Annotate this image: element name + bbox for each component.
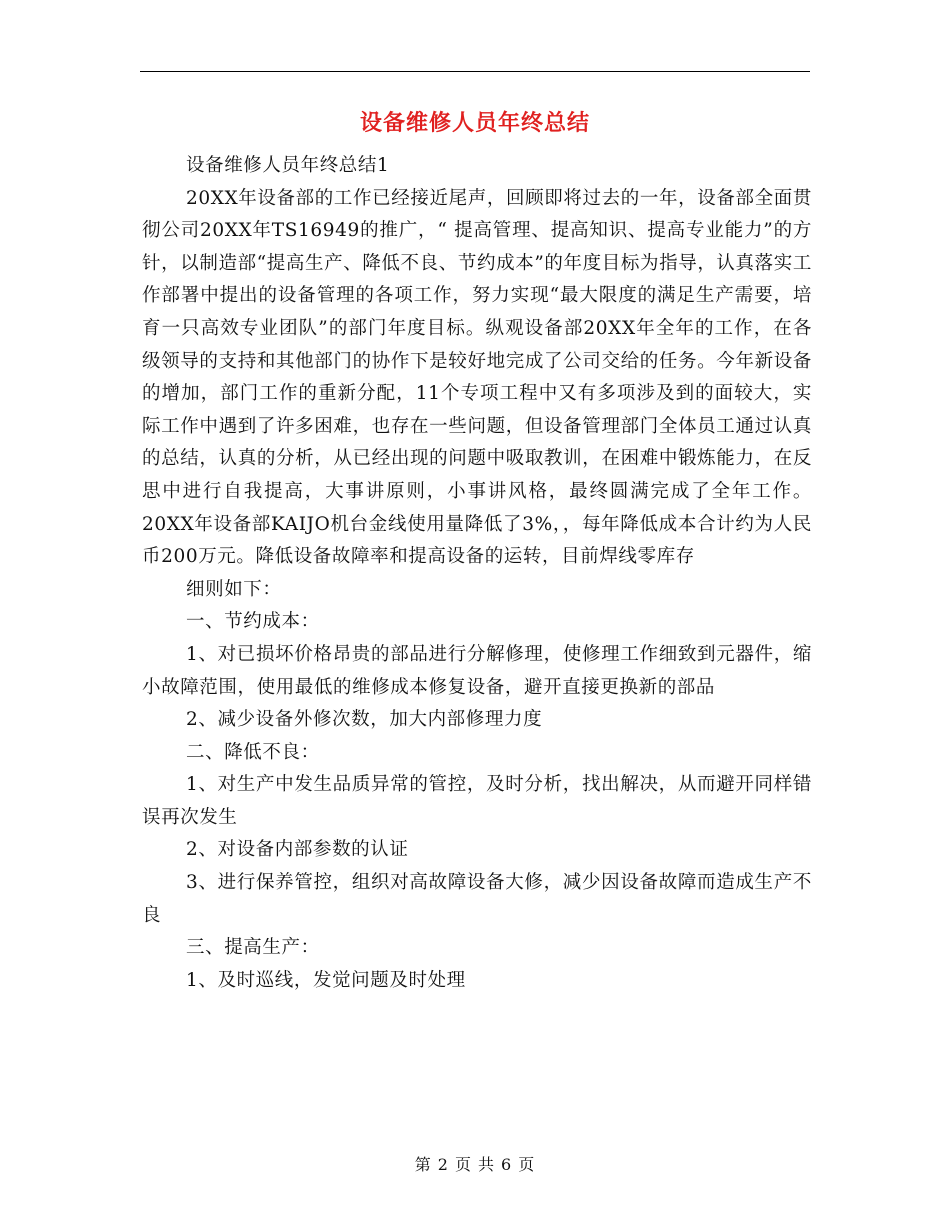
footer-prefix: 第: [414, 1155, 432, 1174]
heading-cost-saving: 一、节约成本：: [186, 611, 320, 633]
list-item: 2、减少设备外修次数，加大内部修理力度: [186, 709, 543, 731]
list-item: 1、对已损坏价格昂贵的部品进行分解修理，使修理工作细致到元器件，缩小故障范围，使用最低的维修成本修复设备，避开直接更换新的部品: [142, 643, 812, 698]
current-page-number: 2: [437, 1155, 449, 1174]
list-item: 1、对生产中发生品质异常的管控，及时分析，找出解决，从而避开同样错误再次发生: [142, 774, 812, 828]
list-item: 3、进行保养管控，组织对高故障设备大修，减少因设备故障而造成生产不良: [142, 872, 812, 926]
header-rule: [140, 71, 810, 72]
footer-middle: 页 共: [454, 1155, 496, 1174]
section-heading: 设备维修人员年终总结1: [186, 155, 390, 176]
heading-improve-production: 三、提高生产：: [186, 937, 320, 959]
list-item: 2、对设备内部参数的认证: [186, 839, 409, 861]
heading-reduce-defects: 二、降低不良：: [186, 741, 320, 763]
list-item: 1、及时巡线，发觉问题及时处理: [186, 969, 466, 991]
footer-suffix: 页: [518, 1155, 536, 1174]
document-title: 设备维修人员年终总结: [359, 111, 590, 136]
total-page-count: 6: [501, 1155, 513, 1174]
details-intro: 细则如下：: [186, 578, 282, 600]
page-number-footer: [0, 1153, 950, 1177]
summary-paragraph: 20XX年设备部的工作已经接近尾声，回顾即将过去的一年，设备部全面贯彻公司20XX年TS16949的推广，“ 提高管理、提高知识、提高专业能力”的方针，以制造部“提高生产、降低不良、节约成本”的年度目标为指导，认真落实工作部署中提出的设备管理的各项工作，努力实现“最大限度的满足生产需要，培育一只高效专业团队”的部门年度目标。纵观设备部20XX年全年的工作，在各级领导的支持和其他部门的协作下是较好地完成了公司交给的任务。今年新设备的增加，部门工作的重新分配，11个专项工程中又有多项涉及到的面较大，实际工作中遇到了许多困难，也存在一些问题，但设备管理部门全体员工通过认真的总结，认真的分析，从已经出现的问题中吸取教训，在困难中锻炼能力，在反思中进行自我提高，大事讲原则，小事讲风格，最终圆满完成了全年工作。20XX年设备部KAIJO机台金线使用量降低了3%，，每年降低成本合计约为人民币200万元。降低设备故障率和提高设备的运转，目前焊线零库存: [142, 187, 812, 568]
document-body: [142, 150, 812, 997]
